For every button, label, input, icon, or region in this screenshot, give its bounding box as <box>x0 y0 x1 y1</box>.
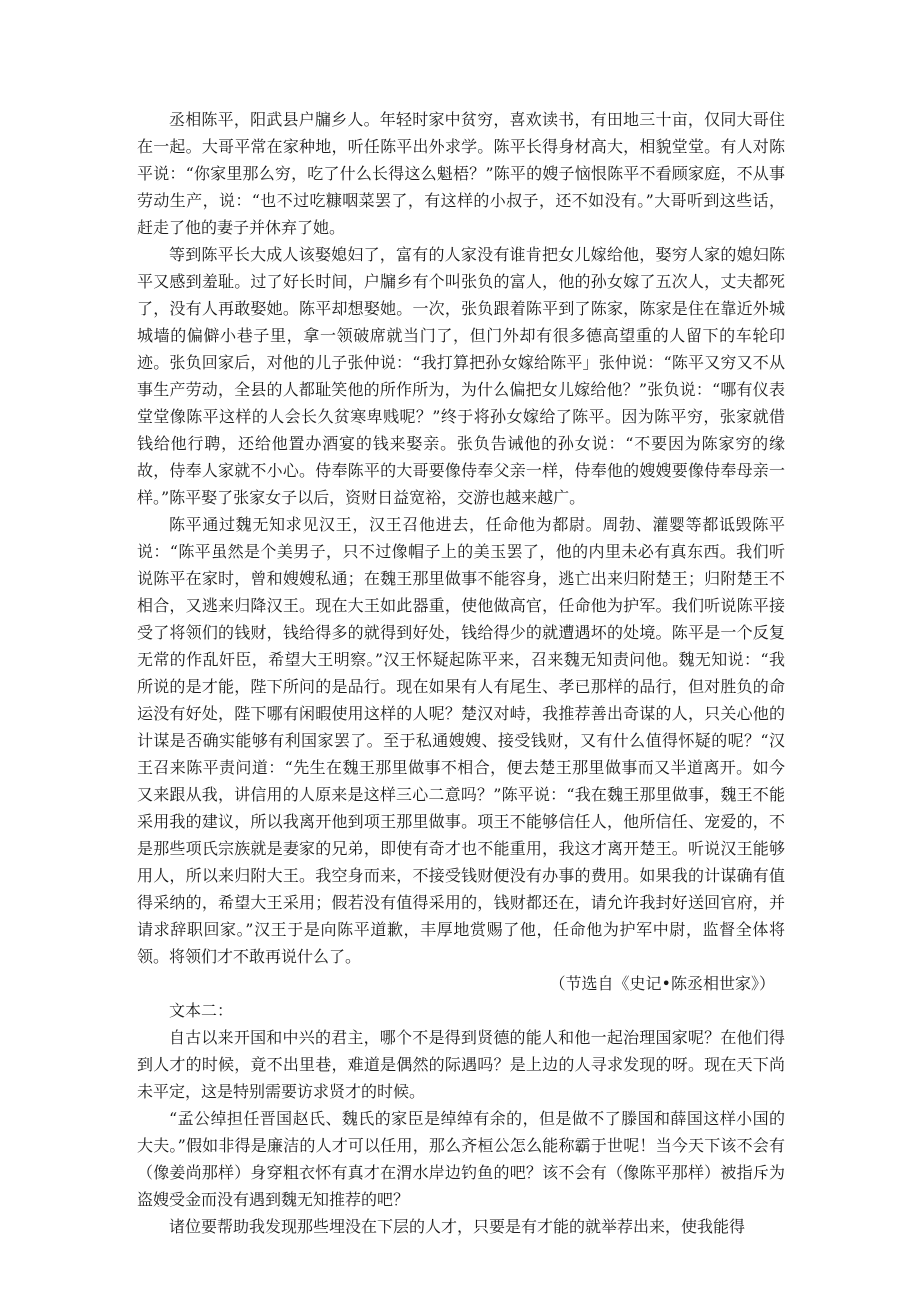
text1-paragraph-3: 陈平通过魏无知求见汉王，汉王召他进去，任命他为都尉。周勃、灌婴等都诋毁陈平说：“陈平虽然是个美男子，只不过像帽子上的美玉罢了，他的内里未必有真东西。我们听说陈平在家时，曾和嫂嫂私通；在魏王那里做事不能容身，逃亡出来归附楚王；归附楚王不相合，又逃来归降汉王。现在大王如此器重，使他做高官，任命他为护军。我们听说陈平接受了将领们的钱财，钱给得多的就得到好处，钱给得少的就遭遇坏的处境。陈平是一个反复无常的作乱奸臣，希望大王明察。”汉王怀疑起陈平来，召来魏无知责问他。魏无知说：“我所说的是才能，陛下所问的是品行。现在如果有人有尾生、孝已那样的品行，但对胜负的命运没有好处，陛下哪有闲暇使用这样的人呢？楚汉对峙，我推荐善出奇谋的人，只关心他的计谋是否确实能够有利国家罢了。至于私通嫂嫂、接受钱财，又有什么值得怀疑的呢？“汉王召来陈平责问道：“先生在魏王那里做事不相合，便去楚王那里做事而又半道离开。如今又来跟从我，讲信用的人原来是这样三心二意吗？”陈平说：“我在魏王那里做事，魏王不能采用我的建议，所以我离开他到项王那里做事。项王不能够信任人，他所信任、宠爱的，不是那些项氏宗族就是妻家的兄弟，即使有奇才也不能重用，我这才离开楚王。听说汉王能够用人，所以来归附大王。我空身而来，不接受钱财便没有办事的费用。如果我的计谋确有值得采纳的，希望大王采用；假若没有值得采用的，钱财都还在，请允许我封好送回官府，并请求辞职回家。”汉王于是向陈平道歉，丰厚地赏赐了他，任命他为护军中尉，监督全体将领。将领们才不敢再说什么了。 <box>137 515 785 966</box>
document-page <box>137 106 785 1240</box>
text1-paragraph-2: 等到陈平长大成人该娶媳妇了，富有的人家没有谁肯把女儿嫁给他，娶穷人家的媳妇陈平又感到羞耻。过了好长时间，户牖乡有个叫张负的富人，他的孙女嫁了五次人，丈夫都死了，没有人再敢娶她。陈平却想娶她。一次，张负跟着陈平到了陈家，陈家是住在靠近外城城墙的偏僻小巷子里，拿一领破席就当门了，但门外却有很多德高望重的人留下的车轮印迹。张负回家后，对他的儿子张仲说：“我打算把孙女嫁给陈平」张仲说：“陈平又穷又不从事生产劳动，全县的人都耻笑他的所作所为，为什么偏把女儿嫁给他？”张负说：“哪有仪表堂堂像陈平这样的人会长久贫寒卑贱呢？”终于将孙女嫁给了陈平。因为陈平穷，张家就借钱给他行聘，还给他置办酒宴的钱来娶亲。张负告诫他的孙女说：“不要因为陈家穷的缘故，侍奉人家就不小心。侍奉陈平的大哥要像侍奉父亲一样，侍奉他的嫂嫂要像侍奉母亲一样。”陈平娶了张家女子以后，资财日益宽裕，交游也越来越广。 <box>137 245 785 507</box>
text1-paragraph-1: 丞相陈平，阳武县户牖乡人。年轻时家中贫穷，喜欢读书，有田地三十亩，仅同大哥住在一起。大哥平常在家种地，听任陈平出外求学。陈平长得身材高大，相貌堂堂。有人对陈平说：“你家里那么穷，吃了什么长得这么魁梧？”陈平的嫂子恼恨陈平不看顾家庭，不从事劳动生产，说：“也不过吃糠咽菜罢了，有这样的小叔子，还不如没有。”大哥听到这些话，赶走了他的妻子并休弃了她。 <box>137 110 785 237</box>
text2-heading: 文本二： <box>169 1001 234 1020</box>
text1-source-citation: （节选自《史记•陈丞相世家》） <box>549 974 775 993</box>
text2-paragraph-3: 诸位要帮助我发现那些埋没在下层的人才，只要是有才能的就举荐出来，使我能得 <box>169 1217 746 1236</box>
text2-paragraph-2: “孟公绰担任晋国赵氏、魏氏的家臣是绰绰有余的，但是做不了滕国和薛国这样小国的大夫。”假如非得是廉洁的人才可以任用，那么齐桓公怎么能称霸于世呢！当今天下该不会有（像姜尚那样）身穿粗衣怀有真才在渭水岸边钓鱼的吧？该不会有（像陈平那样）被指斥为盗嫂受金而没有遇到魏无知推荐的吧？ <box>137 1109 785 1209</box>
text2-paragraph-1: 自古以来开国和中兴的君主，哪个不是得到贤德的能人和他一起治理国家呢？在他们得到人才的时候，竟不出里巷，难道是偶然的际遇吗？是上边的人寻求发现的呀。现在天下尚未平定，这是特别需要访求贤才的时候。 <box>137 1028 785 1101</box>
